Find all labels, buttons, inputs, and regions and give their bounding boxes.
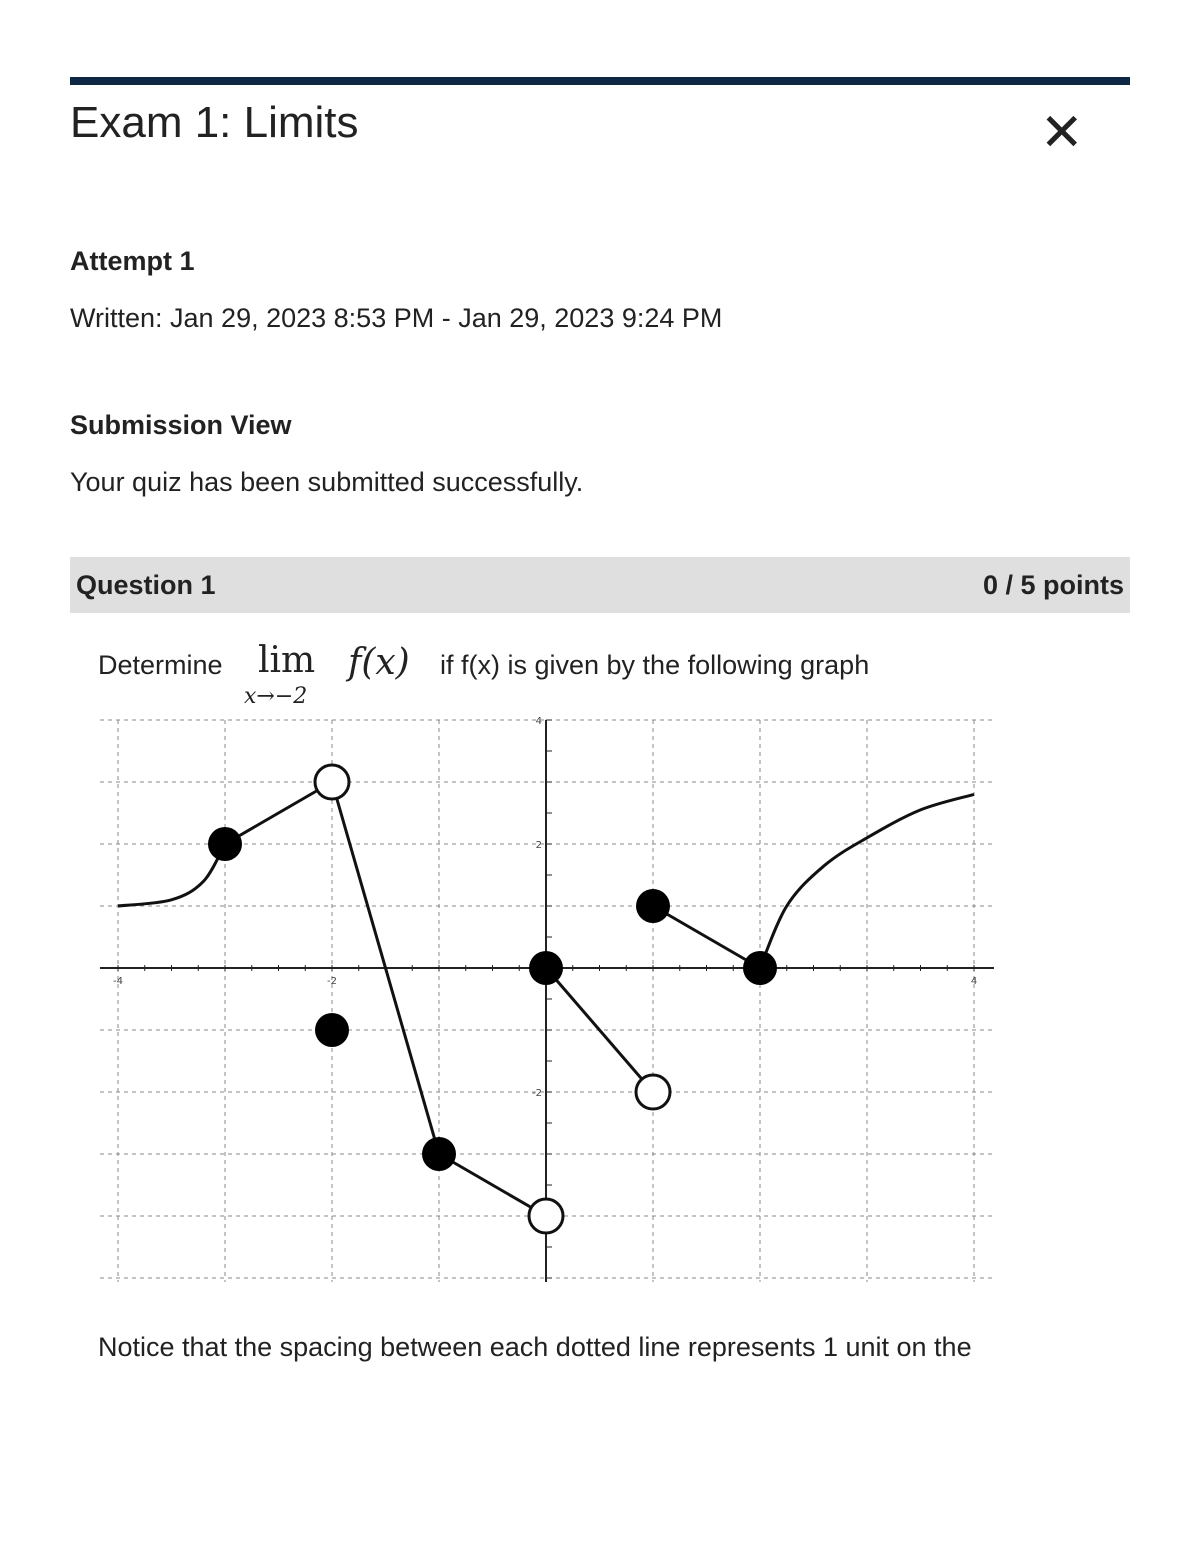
limit-operator: lim [258,640,316,681]
written-timestamp: Written: Jan 29, 2023 8:53 PM - Jan 29, 2023 9:24 PM [70,303,723,333]
graph-segment [118,844,225,906]
attempt-label: Attempt 1 [70,246,195,276]
x-tick-label: -4 [113,976,123,987]
closed-point [636,889,670,923]
open-point [315,765,349,799]
y-tick-label: 4 [535,716,542,727]
question-label: Question 1 [76,569,216,600]
question-points: 0 / 5 points [982,569,1124,600]
closed-point [208,827,242,861]
limit-function: f(x) [348,642,410,683]
closed-point [315,1013,349,1047]
graph-segment [225,782,332,844]
y-tick-label: -2 [532,1088,542,1099]
closed-point [422,1137,456,1171]
open-point [529,1199,563,1233]
y-tick-label: 2 [535,840,542,851]
prompt-after: if f(x) is given by the following graph [440,650,870,680]
submission-view-heading: Submission View [70,410,292,440]
x-tick-label: -2 [327,976,337,987]
page-title: Exam 1: Limits [70,98,359,147]
limit-subscript: x→−2 [244,684,308,709]
graph-segment [439,1154,546,1216]
open-point [636,1075,670,1109]
prompt-before: Determine [98,650,223,680]
close-icon[interactable]: ✕ [1040,104,1084,162]
graph-segment [653,906,760,968]
closed-point [529,951,563,985]
submission-message: Your quiz has been submitted successfully. [70,467,584,497]
question-header [70,557,1130,613]
notice-text: Notice that the spacing between each dotted line represents 1 unit on the [98,1332,972,1362]
closed-point [743,951,777,985]
x-tick-label: 4 [970,976,978,987]
header-rule [70,77,1130,85]
function-graph [96,712,996,1282]
